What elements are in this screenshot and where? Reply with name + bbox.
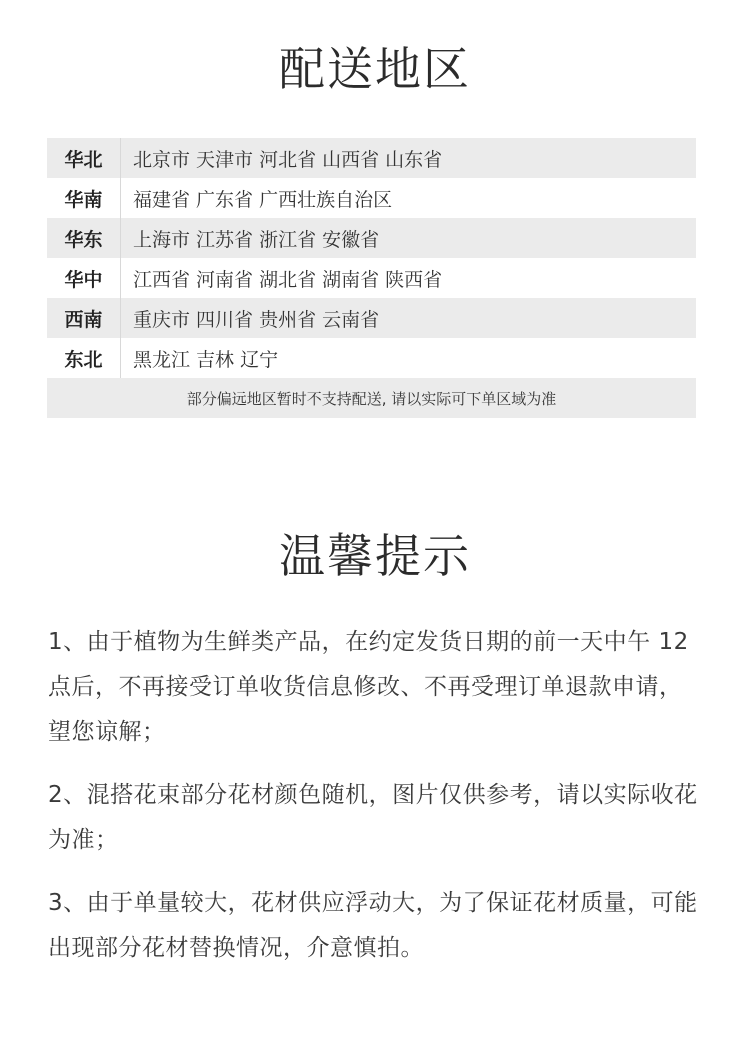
delivery-section-title: 配送地区 xyxy=(279,42,471,96)
tip-item: 2、混搭花束部分花材颜色随机，图片仅供参考，请以实际收花为准； xyxy=(48,782,698,853)
region-row xyxy=(47,218,696,258)
region-name: 华北 xyxy=(47,138,121,178)
region-row xyxy=(47,178,696,218)
region-name: 华中 xyxy=(47,258,121,298)
region-row xyxy=(47,338,696,378)
region-name: 华东 xyxy=(47,218,121,258)
region-name: 华南 xyxy=(47,178,121,218)
region-provinces: 上海市 江苏省 浙江省 安徽省 xyxy=(133,228,380,251)
region-provinces: 重庆市 四川省 贵州省 云南省 xyxy=(133,308,380,331)
tips-section-title: 温馨提示 xyxy=(279,529,471,583)
delivery-region-table xyxy=(47,138,696,418)
region-provinces: 北京市 天津市 河北省 山西省 山东省 xyxy=(133,148,443,171)
region-name: 东北 xyxy=(47,338,121,378)
region-provinces: 江西省 河南省 湖北省 湖南省 陕西省 xyxy=(133,268,443,291)
tip-item: 3、由于单量较大，花材供应浮动大，为了保证花材质量，可能出现部分花材替换情况，介意慎拍。 xyxy=(48,890,698,961)
tip-item: 1、由于植物为生鲜类产品，在约定发货日期的前一天中午 12 点后，不再接受订单收货信息修改、不再受理订单退款申请，望您谅解； xyxy=(48,629,689,745)
region-provinces: 黑龙江 吉林 辽宁 xyxy=(133,348,279,371)
region-provinces: 福建省 广东省 广西壮族自治区 xyxy=(133,188,393,211)
tips-list xyxy=(48,620,704,989)
region-row xyxy=(47,138,696,178)
region-name: 西南 xyxy=(47,298,121,338)
region-row xyxy=(47,298,696,338)
delivery-note: 部分偏远地区暂时不支持配送, 请以实际可下单区域为准 xyxy=(47,378,696,418)
region-row xyxy=(47,258,696,298)
